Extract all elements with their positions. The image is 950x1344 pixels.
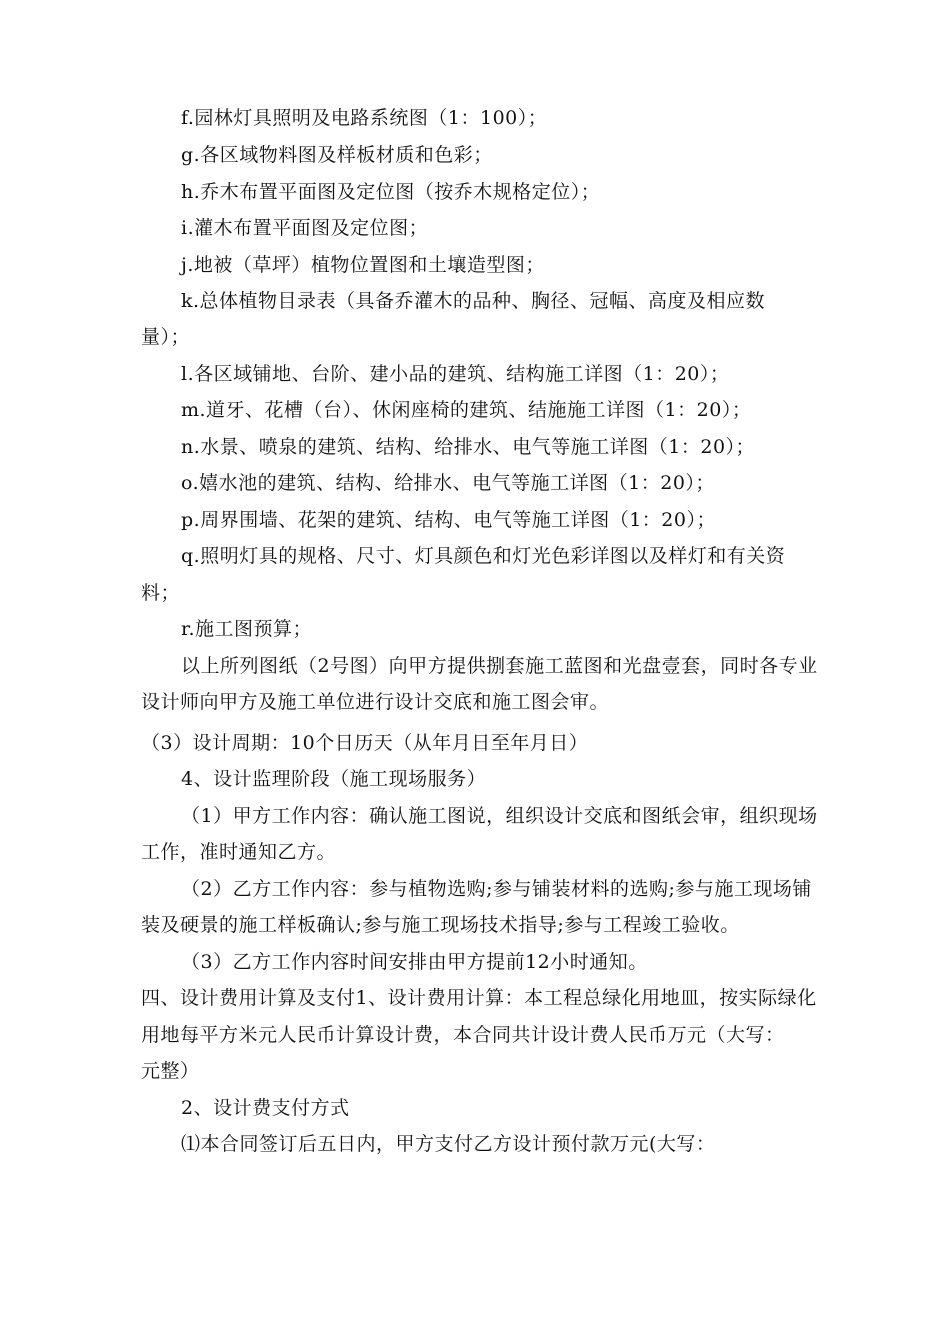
payment-item-1: ⑴本合同签订后五日内，甲方支付乙方设计预付款万元(大写： [181, 1133, 716, 1155]
line-h: h.乔木布置平面图及定位图（按乔木规格定位）； [181, 181, 601, 203]
section-heading-fee-1: 四、设计费用计算及支付1、设计费用计算：本工程总绿化用地皿，按实际绿化 [141, 987, 817, 1009]
section-heading-4: 4、设计监理阶段（施工现场服务） [181, 768, 487, 790]
paragraph-drawings-1: 以上所列图纸（2号图）向甲方提供捌套施工蓝图和光盘壹套，同时各专业 [181, 655, 818, 677]
party-b-work-2: 装及硬景的施工样板确认;参与施工现场技术指导;参与工程竣工验收。 [141, 914, 740, 936]
line-o: o.嬉水池的建筑、结构、给排水、电气等施工详图（1：20）； [181, 472, 715, 494]
party-b-work-1: （2）乙方工作内容：参与植物选购;参与铺装材料的选购;参与施工现场铺 [181, 878, 812, 900]
line-k-cont: 量）； [141, 326, 191, 348]
line-n: n.水景、喷泉的建筑、结构、给排水、电气等施工详图（1：20）； [181, 436, 756, 458]
line-m: m.道牙、花槽（台）、休闲座椅的建筑、结施施工详图（1：20）； [181, 399, 752, 421]
line-q: q.照明灯具的规格、尺寸、灯具颜色和灯光色彩详图以及样灯和有关资 [181, 545, 786, 567]
design-period: （3）设计周期：10个日历天（从年月日至年月日） [141, 732, 589, 754]
section-heading-fee-2: 用地每平方米元人民币计算设计费，本合同共计设计费人民币万元（大写： [141, 1024, 785, 1046]
party-a-work-1: （1）甲方工作内容：确认施工图说，组织设计交底和图纸会审，组织现场 [181, 805, 818, 827]
line-g: g.各区域物料图及样板材质和色彩； [181, 144, 493, 166]
line-p: p.周界围墙、花架的建筑、结构、电气等施工详图（1：20）； [181, 509, 716, 531]
payment-method-heading: 2、设计费支付方式 [181, 1097, 350, 1119]
line-j: j.地被（草坪）植物位置图和土壤造型图； [181, 254, 545, 276]
party-a-work-2: 工作，准时通知乙方。 [141, 841, 337, 863]
section-heading-fee-3: 元整） [141, 1060, 200, 1082]
paragraph-drawings-2: 设计师向甲方及施工单位进行设计交底和施工图会审。 [141, 691, 610, 713]
line-l: l.各区域铺地、台阶、建小品的建筑、结构施工详图（1：20）； [181, 363, 730, 385]
line-i: i.灌木布置平面图及定位图； [181, 217, 429, 239]
line-k: k.总体植物目录表（具备乔灌木的品种、胸径、冠幅、高度及相应数 [181, 290, 766, 312]
line-r: r.施工图预算； [181, 618, 313, 640]
line-f: f.园林灯具照明及电路系统图（1：100）； [181, 107, 548, 129]
line-q-cont: 料； [141, 582, 181, 604]
party-b-schedule: （3）乙方工作内容时间安排由甲方提前12小时通知。 [181, 951, 648, 973]
